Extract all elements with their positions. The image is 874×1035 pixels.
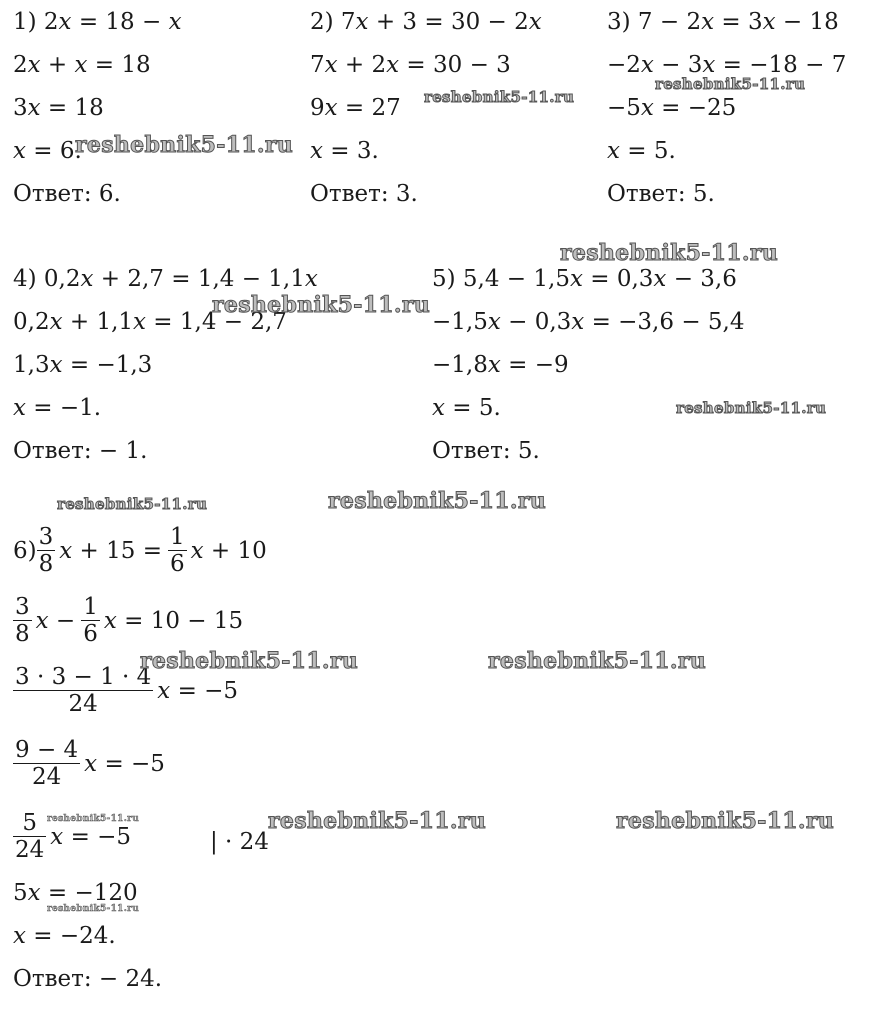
watermark: reshebnik5-11.ru	[655, 75, 806, 93]
fraction	[13, 810, 46, 863]
watermark: reshebnik5-11.ru	[424, 88, 575, 106]
problem-5-line-4: 𝑥 = 5.	[432, 395, 501, 421]
watermark: reshebnik5-11.ru	[676, 399, 827, 417]
fraction-denominator: 8	[15, 621, 30, 647]
watermark: reshebnik5-11.ru	[328, 488, 547, 514]
problem-1-line-4: 𝑥 = 6.	[13, 138, 82, 164]
equation-text: 𝑥 + 10	[190, 537, 267, 564]
fraction	[37, 524, 56, 577]
problem-6-line-2	[13, 594, 243, 647]
problem-1-line-1: 1) 2𝑥 = 18 − 𝑥	[13, 9, 182, 35]
problem-6-line-7: 𝑥 = −24.	[13, 923, 116, 949]
problem-6-answer: Ответ: − 24.	[13, 966, 163, 992]
problem-5-answer: Ответ: 5.	[432, 438, 540, 464]
problem-6-line-4	[13, 737, 165, 790]
problem-3-answer: Ответ: 5.	[607, 181, 715, 207]
watermark: reshebnik5-11.ru	[57, 495, 208, 513]
problem-4-line-4: 𝑥 = −1.	[13, 395, 102, 421]
fraction-numerator: 9 − 4	[15, 737, 79, 763]
fraction-denominator: 24	[31, 764, 62, 790]
problem-2-line-1: 2) 7𝑥 + 3 = 30 − 2𝑥	[310, 9, 542, 35]
fraction-numerator: 3	[38, 524, 54, 550]
fraction	[168, 524, 187, 577]
watermark: reshebnik5-11.ru	[616, 808, 835, 834]
fraction-denominator: 24	[15, 837, 45, 863]
problem-6-line-1	[13, 524, 267, 577]
equation-text: 𝑥 = −5	[84, 750, 165, 777]
problem-1-line-3: 3𝑥 = 18	[13, 95, 104, 121]
watermark: reshebnik5-11.ru	[140, 648, 359, 674]
equation-text: 𝑥 = 10 − 15	[103, 607, 244, 634]
problem-4-answer: Ответ: − 1.	[13, 438, 148, 464]
fraction-numerator: 1	[83, 594, 98, 620]
fraction	[81, 594, 100, 647]
fraction-denominator: 8	[38, 551, 54, 577]
equation-text: 𝑥 = −5	[157, 677, 239, 704]
fraction	[13, 594, 32, 647]
problem-6-number: 6)	[13, 537, 37, 564]
watermark: reshebnik5-11.ru	[47, 814, 140, 824]
equation-text: 𝑥 = −5	[50, 823, 132, 850]
fraction	[13, 664, 153, 717]
equation-text: 𝑥 −	[35, 607, 76, 634]
fraction-denominator: 6	[169, 551, 185, 577]
problem-6-line-6: 5𝑥 = −120	[13, 880, 138, 906]
multiply-annotation: | · 24	[210, 829, 269, 855]
fraction-numerator: 3 · 3 − 1 · 4	[15, 664, 152, 690]
problem-4-line-2: 0,2𝑥 + 1,1𝑥 = 1,4 − 2,7	[13, 309, 287, 335]
problem-5-line-2: −1,5𝑥 − 0,3𝑥 = −3,6 − 5,4	[432, 309, 745, 335]
watermark: reshebnik5-11.ru	[212, 292, 431, 318]
watermark: reshebnik5-11.ru	[268, 808, 487, 834]
fraction-denominator: 24	[68, 691, 98, 717]
watermark: reshebnik5-11.ru	[47, 904, 140, 914]
problem-3-line-1: 3) 7 − 2𝑥 = 3𝑥 − 18	[607, 9, 839, 35]
equation-text: 𝑥 + 15 =	[59, 537, 162, 564]
problem-3-line-2: −2𝑥 − 3𝑥 = −18 − 7	[607, 52, 847, 78]
problem-5-line-3: −1,8𝑥 = −9	[432, 352, 569, 378]
fraction-denominator: 6	[83, 621, 98, 647]
problem-2-line-2: 7𝑥 + 2𝑥 = 30 − 3	[310, 52, 511, 78]
fraction	[13, 737, 80, 790]
watermark: reshebnik5-11.ru	[488, 648, 707, 674]
problem-1-answer: Ответ: 6.	[13, 181, 121, 207]
problem-1-line-2: 2𝑥 + 𝑥 = 18	[13, 52, 151, 78]
problem-3-line-4: 𝑥 = 5.	[607, 138, 676, 164]
problem-3-line-3: −5𝑥 = −25	[607, 95, 737, 121]
fraction-numerator: 1	[169, 524, 185, 550]
problem-4-line-3: 1,3𝑥 = −1,3	[13, 352, 153, 378]
watermark: reshebnik5-11.ru	[75, 132, 294, 158]
problem-2-answer: Ответ: 3.	[310, 181, 418, 207]
problem-5-line-1: 5) 5,4 − 1,5𝑥 = 0,3𝑥 − 3,6	[432, 266, 737, 292]
problem-2-line-3: 9𝑥 = 27	[310, 95, 401, 121]
watermark: reshebnik5-11.ru	[560, 240, 779, 266]
fraction-numerator: 3	[15, 594, 30, 620]
problem-2-line-4: 𝑥 = 3.	[310, 138, 379, 164]
problem-4-line-1: 4) 0,2𝑥 + 2,7 = 1,4 − 1,1𝑥	[13, 266, 318, 292]
fraction-numerator: 5	[13, 810, 46, 837]
